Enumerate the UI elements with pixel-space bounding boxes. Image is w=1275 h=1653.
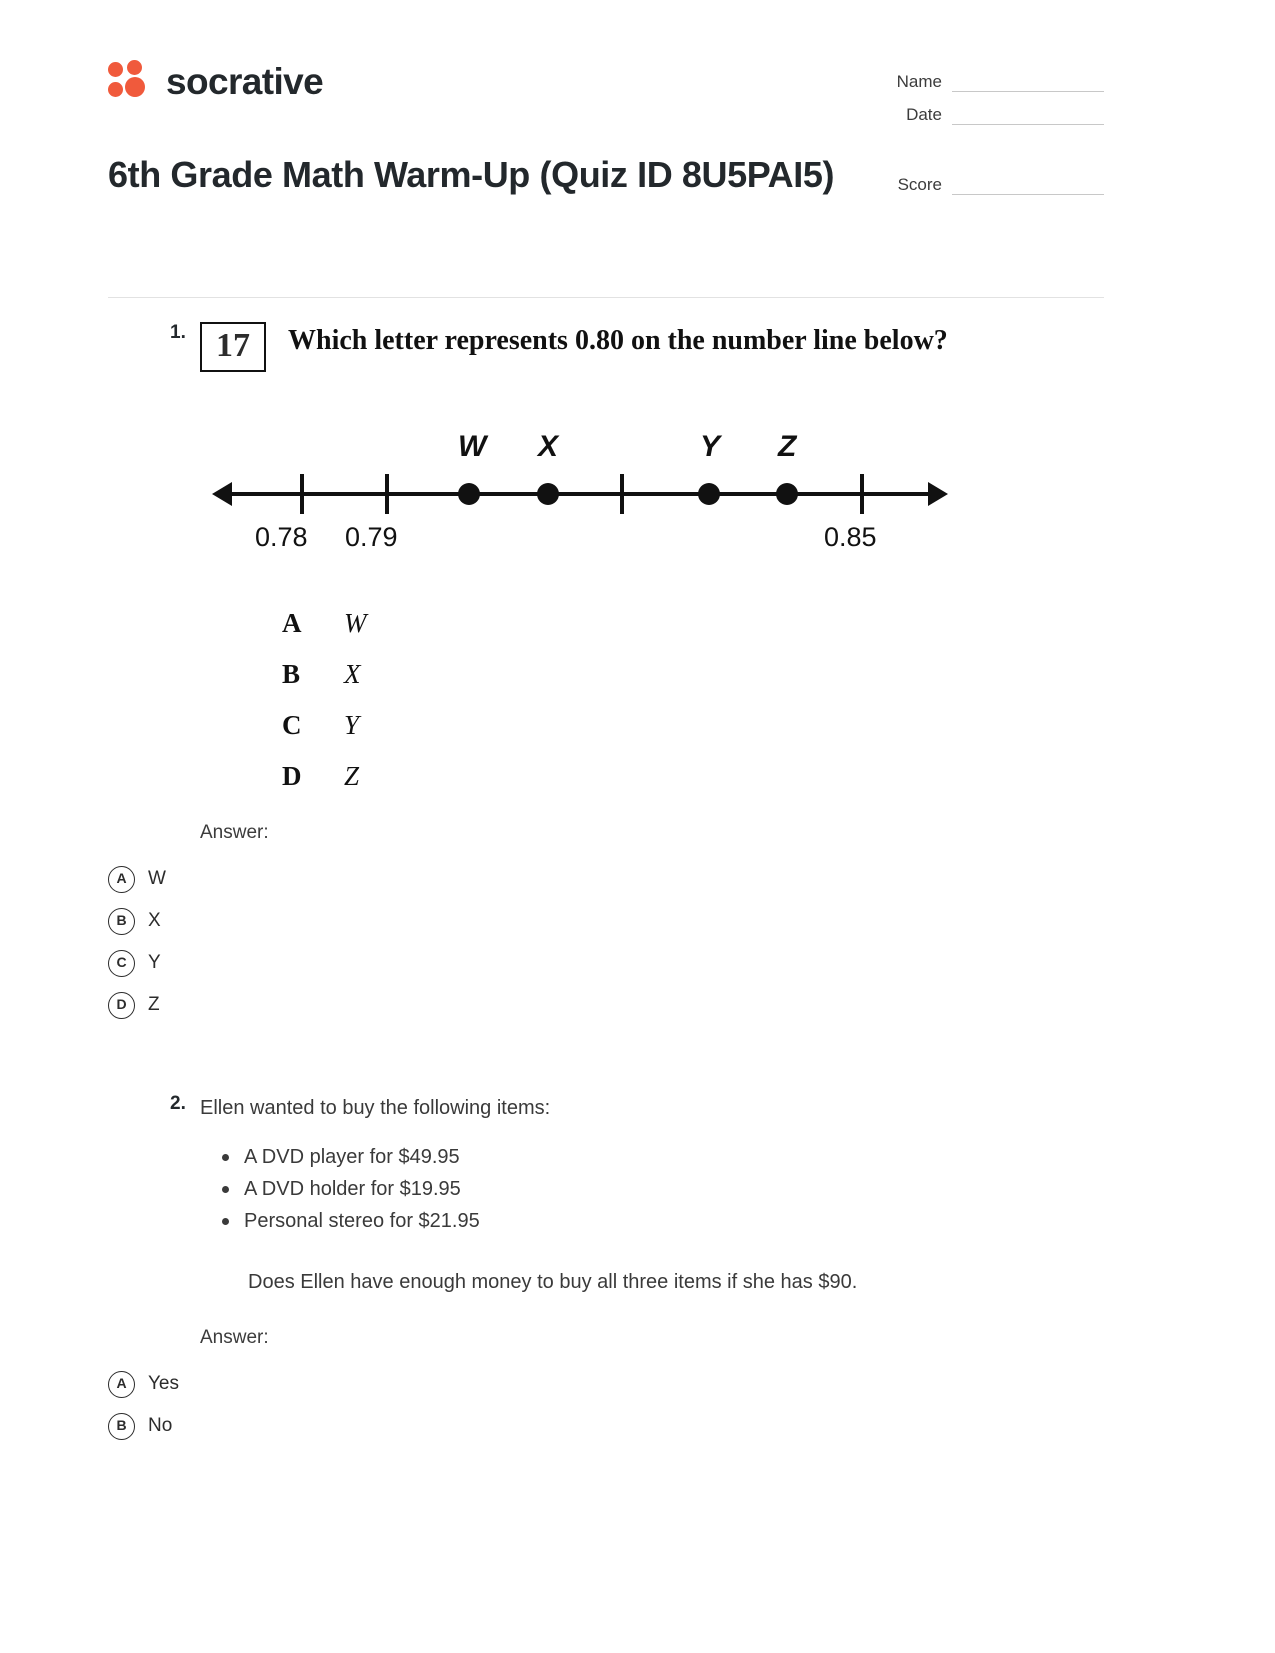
choice-option-b[interactable] [108,1405,1104,1447]
header-divider [108,297,1104,298]
date-label: Date [906,105,942,124]
meta-row-score [864,175,1104,195]
number-line-axis [230,492,930,496]
embedded-option-value: Y [344,710,360,740]
choice-option-a[interactable] [108,1363,1104,1405]
number-line-point-w [458,483,480,505]
number-line-point-y [698,483,720,505]
score-input-line[interactable] [952,175,1104,195]
number-line-value-078: 0.78 [255,522,308,552]
number-line-figure [230,412,950,572]
choice-text-b: X [148,910,161,931]
meta-row-name [864,72,1104,92]
brand-logo [108,60,323,104]
choice-bubble-b[interactable]: B [108,908,135,935]
brand-name: socrative [166,61,324,102]
choice-bubble-b[interactable]: B [108,1413,135,1440]
number-line-label-z: Z [778,430,797,463]
embedded-option [282,608,1104,639]
choice-option-c[interactable] [108,942,1104,984]
question-2-choices [108,1363,1104,1447]
choice-text-d: Z [148,994,160,1015]
choice-option-a[interactable] [108,858,1104,900]
embedded-option-value: W [344,608,367,638]
number-line-tick [300,474,304,514]
number-line-point-z [776,483,798,505]
question-2 [108,1093,1104,1447]
number-line-tick [385,474,389,514]
choice-bubble-a[interactable]: A [108,1371,135,1398]
list-item: A DVD holder for $19.95 [244,1173,1104,1205]
question-2-follow-up: Does Ellen have enough money to buy all three items if she has $90. [248,1271,858,1293]
problem-number-box: 17 [200,322,266,372]
question-2-body [116,1093,1104,1447]
socrative-dots-logo-icon [108,60,154,104]
embedded-option-label: D [282,761,302,791]
embedded-option-value: Z [344,761,360,791]
embedded-option [282,659,1104,690]
choice-bubble-c[interactable]: C [108,950,135,977]
embedded-option-label: B [282,659,301,689]
choice-option-b[interactable] [108,900,1104,942]
number-line-label-y: Y [700,430,721,463]
question-2-stem: Ellen wanted to buy the following items: [200,1097,551,1119]
question-number: 1. [170,322,186,343]
answer-label: Answer: [200,822,269,843]
question-number: 2. [170,1093,186,1114]
arrow-left-icon [212,482,232,506]
embedded-option-label: A [282,608,302,638]
number-line-tick [620,474,624,514]
question-1-body [116,322,1104,1026]
page-header [108,52,1104,252]
embedded-option-list [282,608,1104,792]
embedded-option [282,710,1104,741]
answer-label: Answer: [200,1327,269,1348]
date-input-line[interactable] [952,105,1104,125]
choice-bubble-d[interactable]: D [108,992,135,1019]
choice-text-b: No [148,1415,173,1436]
choice-text-a: Yes [148,1373,179,1394]
number-line-value-085: 0.85 [824,522,877,552]
list-item: Personal stereo for $21.95 [244,1205,1104,1237]
question-1-embedded-image [200,322,1104,372]
arrow-right-icon [928,482,948,506]
choice-bubble-a[interactable]: A [108,866,135,893]
number-line-label-w: W [458,430,487,463]
name-label: Name [896,72,942,91]
choice-option-d[interactable] [108,984,1104,1026]
embedded-option-label: C [282,710,302,740]
embedded-option-value: X [344,659,361,689]
page-title: 6th Grade Math Warm-Up (Quiz ID 8U5PAI5) [108,154,835,195]
embedded-option [282,761,1104,792]
meta-row-date [864,105,1104,125]
question-1-choices [108,858,1104,1026]
question-1-stem: Which letter represents 0.80 on the number line below? [288,325,948,356]
number-line-label-x: X [538,430,559,463]
question-2-item-list [200,1141,1104,1237]
question-1 [108,322,1104,1026]
choice-text-a: W [148,868,166,889]
number-line-value-079: 0.79 [345,522,398,552]
number-line-point-x [537,483,559,505]
choice-text-c: Y [148,952,161,973]
number-line-tick [860,474,864,514]
name-input-line[interactable] [952,72,1104,92]
score-label: Score [897,175,942,194]
list-item: A DVD player for $49.95 [244,1141,1104,1173]
student-meta-fields [864,72,1104,208]
